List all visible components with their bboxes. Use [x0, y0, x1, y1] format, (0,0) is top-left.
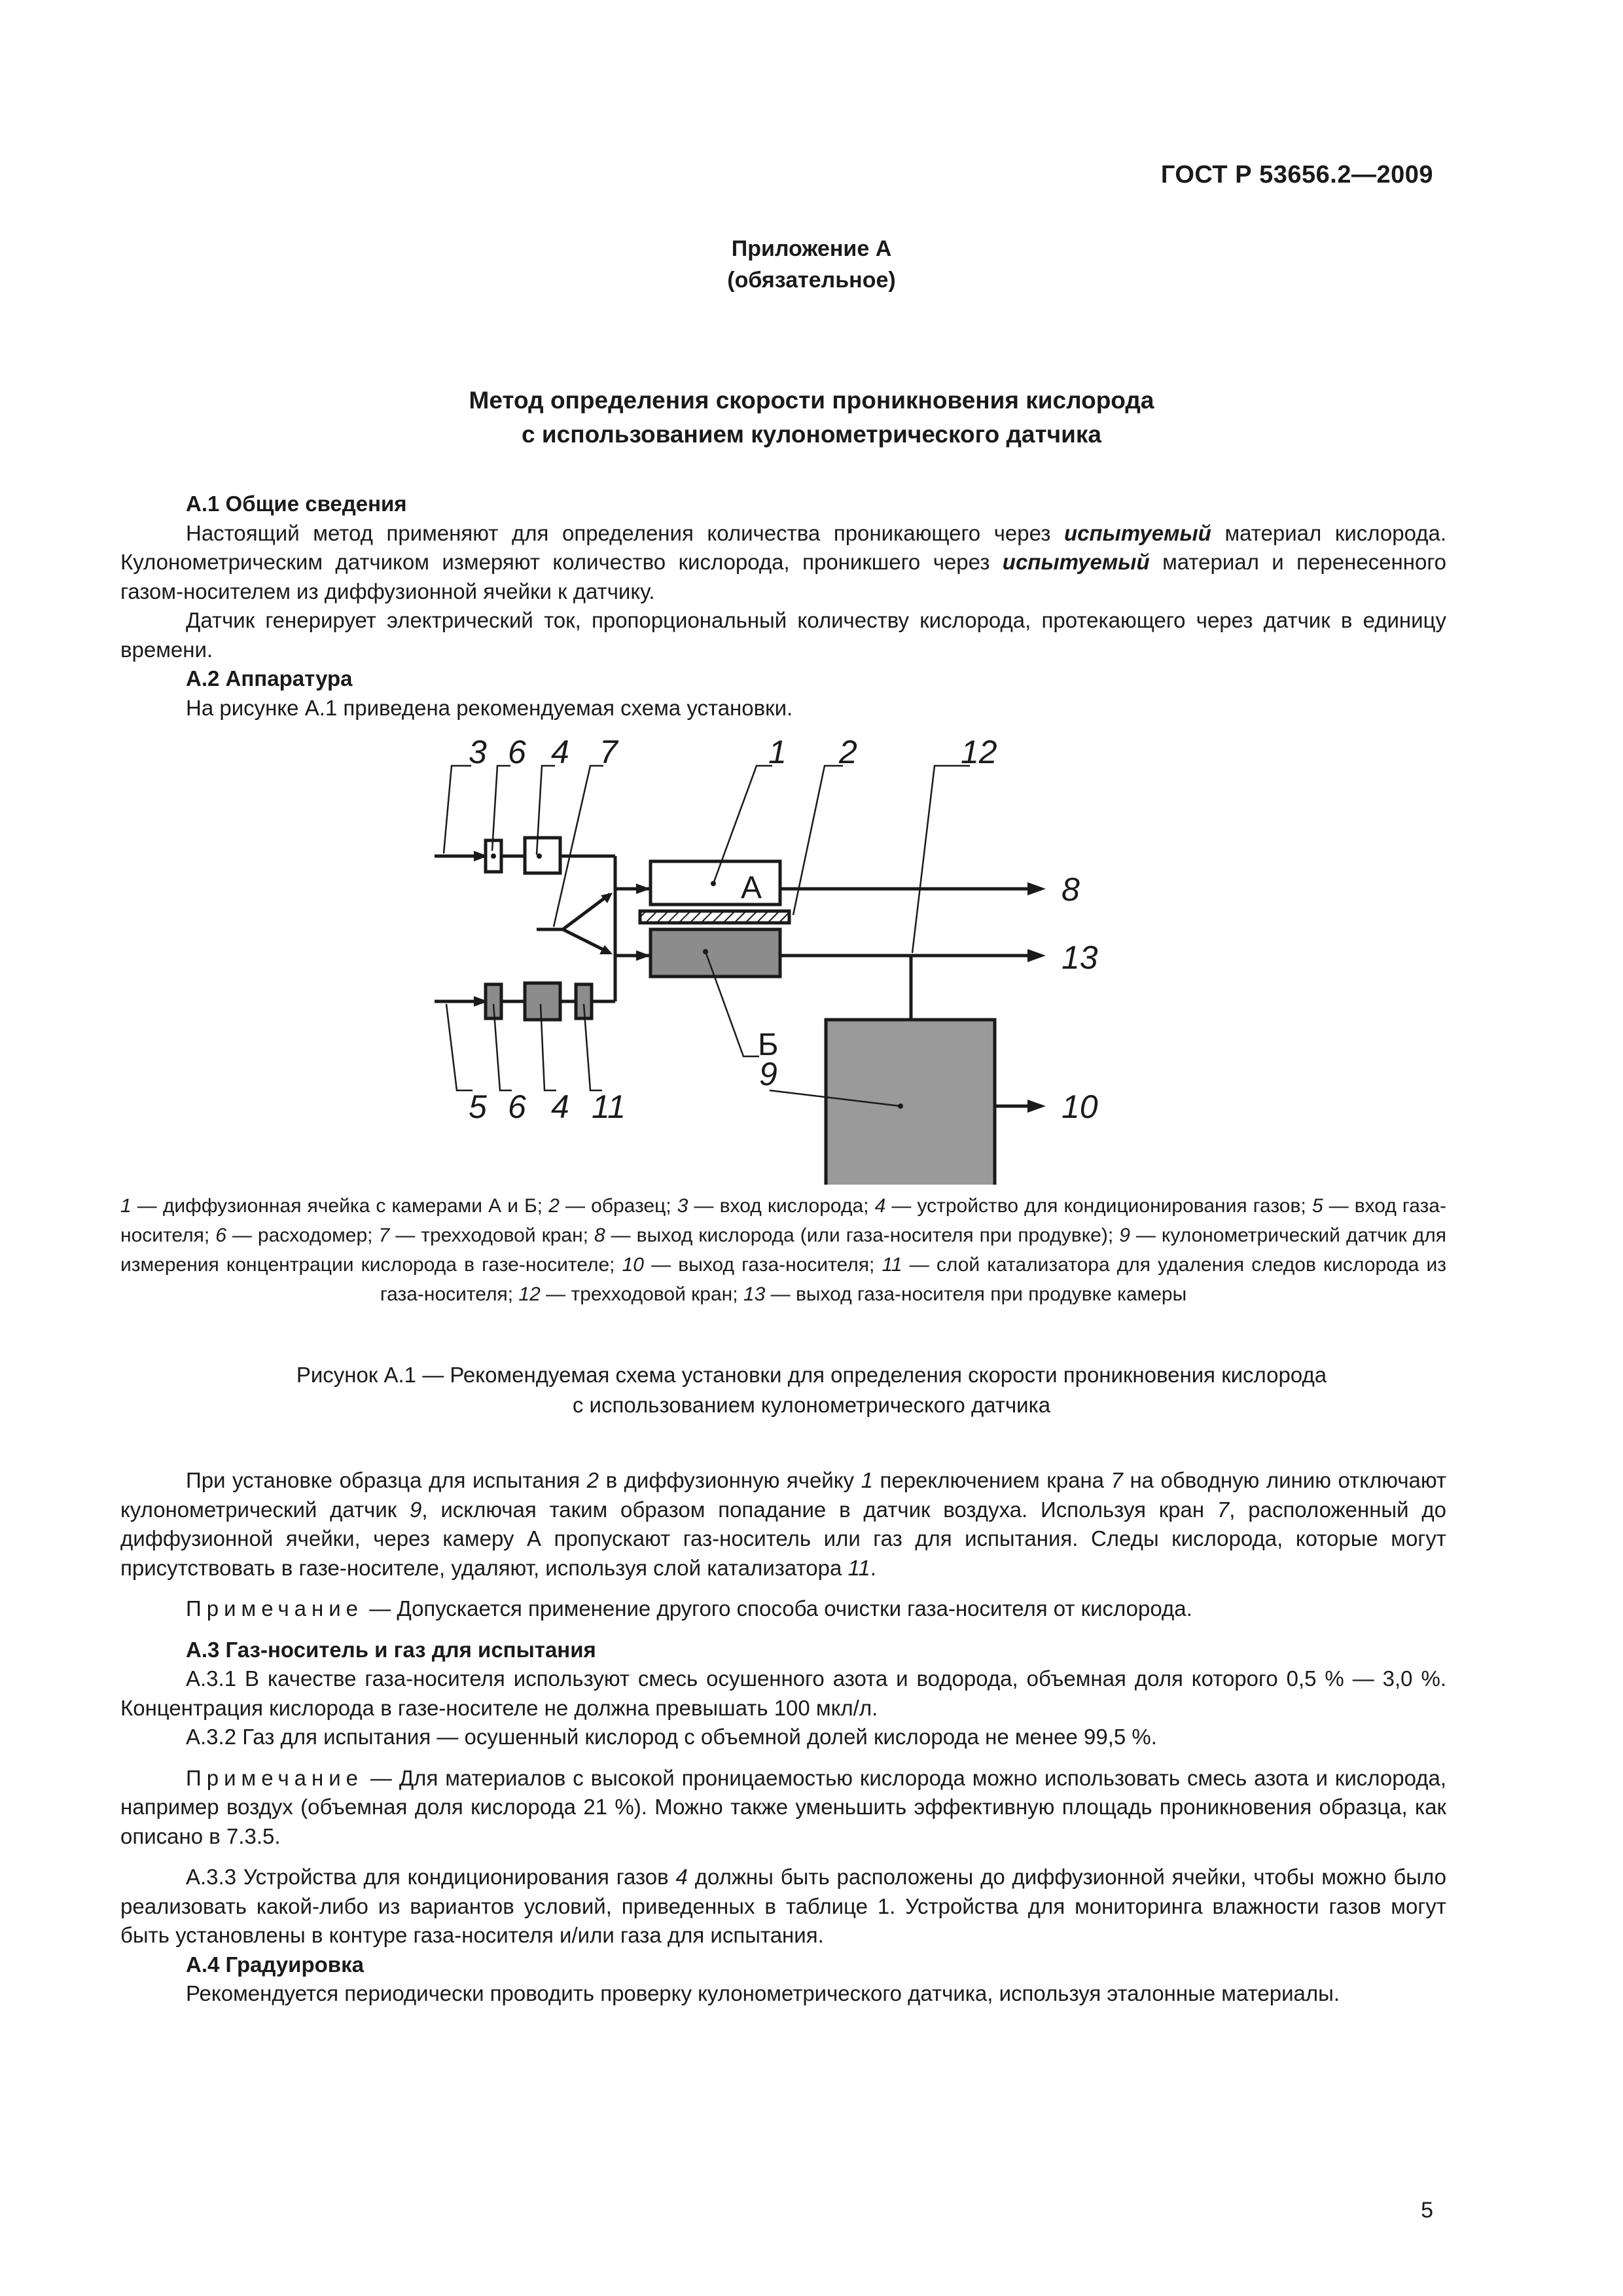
- section-a1-heading: А.1 Общие сведения: [186, 492, 407, 516]
- figure-a1-diagram: [406, 740, 1158, 1185]
- legend-item-text: — устройство для кондиционирования газов;: [885, 1195, 1312, 1217]
- section-a3-heading: А.3 Газ-носитель и газ для испытания: [186, 1637, 596, 1662]
- callout-2: 2: [839, 740, 857, 770]
- section-a2-paragraph-2: [120, 1466, 1446, 1583]
- a2-p2-text-3: переключением крана: [872, 1468, 1111, 1492]
- legend-item-text: — диффузионная ячейка с камерами А и Б;: [131, 1195, 549, 1217]
- text-block-upper: [120, 490, 1446, 723]
- callout-4-bottom: 4: [551, 1088, 569, 1125]
- leader-3: [444, 766, 471, 853]
- document-title-line1: Метод определения скорости проникновения кислорода: [469, 387, 1154, 414]
- figure-caption: [0, 1360, 1623, 1420]
- a2-p2-ref-11: 11: [847, 1555, 870, 1580]
- callout-12: 12: [961, 740, 997, 770]
- a1-p1-part1: Настоящий метод применяют для определения количества проникающего через: [186, 520, 1065, 545]
- legend-item-text: — трехходовой кран;: [389, 1225, 594, 1246]
- legend-item-number: 13: [743, 1283, 766, 1305]
- a3-p3-ref-4: 4: [675, 1865, 688, 1889]
- dot-4-top: [537, 853, 542, 859]
- arrowhead-outlet-10: [1027, 1100, 1046, 1113]
- section-a1-paragraph-1: [120, 519, 1446, 607]
- section-a4-heading: А.4 Градуировка: [186, 1952, 364, 1977]
- a1-p1-part2: материал кислорода. Кулонометрическим датчиком измеряют количество кислорода, проникшего через: [120, 520, 1446, 574]
- a2-p2-ref-1: 1: [861, 1468, 873, 1492]
- legend-item-number: 11: [882, 1254, 902, 1276]
- legend-item-number: 5: [1311, 1195, 1323, 1217]
- dot-1: [711, 881, 716, 886]
- arrowhead-outlet-8: [1027, 882, 1046, 895]
- section-a2-note: [120, 1594, 1446, 1624]
- legend-item-text: — вход кислорода;: [688, 1195, 875, 1217]
- sample-2: [640, 911, 789, 923]
- section-a3-note: [120, 1764, 1446, 1852]
- a1-p1-part3: материал и перенесенного газом-носителем из диффузионной ячейки к датчику.: [120, 550, 1446, 603]
- legend-item-text: — расходомер;: [226, 1225, 379, 1246]
- callout-labels: [469, 740, 1098, 1125]
- section-a3-paragraph-3: [120, 1863, 1446, 1950]
- figure-caption-line2: с использованием кулонометрического датчика: [572, 1393, 1051, 1417]
- a2-p2-text-2: в диффузионную ячейку: [599, 1468, 861, 1492]
- legend-item-number: 3: [677, 1195, 688, 1217]
- leader-12: [912, 766, 970, 953]
- annex-title: Приложение А: [731, 236, 892, 261]
- legend-item-number: 7: [378, 1225, 390, 1246]
- section-a3-paragraph-1: А.3.1 В качестве газа-носителя используют смесь осушенного азота и водорода, объемная доля которого 0,5 % — 3,0 %. Концентрация кислорода в газе-носителе не должна превышать 100 мкл/л.: [120, 1666, 1446, 1720]
- section-a2-paragraph-1: На рисунке А.1 приведена рекомендуемая схема установки.: [186, 695, 793, 720]
- section-a2-heading: А.2 Аппаратура: [186, 666, 353, 691]
- callout-13: 13: [1061, 939, 1098, 976]
- a2-note-text: — Допускается применение другого способа очистки газа-носителя от кислорода.: [363, 1596, 1192, 1621]
- document-title: [0, 384, 1623, 452]
- a2-p2-text-7: .: [870, 1555, 876, 1580]
- legend-item-number: 1: [120, 1195, 132, 1217]
- a2-p2-text-1: При установке образца для испытания: [186, 1468, 587, 1492]
- a3-p3-text-2: должны быть расположены до диффузионной ячейки, чтобы можно было реализовать какой-либо из вариантов условий, приведенных в таблице 1. Устройства для мониторинга влажности газов могут быть установлены в контуре газа-носителя и/или газа для испытания.: [120, 1865, 1446, 1947]
- a2-p2-text-5: , исключая таким образом попадание в датчик воздуха. Используя кран: [421, 1497, 1217, 1522]
- callout-10: 10: [1061, 1088, 1098, 1125]
- leader-6-top: [492, 766, 510, 851]
- dot-b: [703, 949, 708, 954]
- legend-item-number: 10: [622, 1254, 644, 1276]
- coulometric-sensor-9: [826, 1020, 995, 1185]
- callout-7: 7: [599, 740, 618, 770]
- section-a4-paragraph-1: Рекомендуется периодически проводить проверку кулонометрического датчика, используя эталонные материалы.: [186, 1981, 1340, 2005]
- conditioner-4-top: [525, 838, 560, 873]
- legend-item-number: 4: [874, 1195, 886, 1217]
- page-number: 5: [1421, 2198, 1433, 2223]
- leader-2: [793, 766, 843, 915]
- legend-item-text: — трехходовой кран;: [540, 1283, 743, 1305]
- figure-legend: [120, 1191, 1446, 1309]
- dot-6-top: [491, 853, 496, 859]
- legend-paragraph: [120, 1191, 1446, 1309]
- legend-item-text: — выход газа-носителя при продувке камеры: [765, 1283, 1187, 1305]
- standard-code: ГОСТ Р 53656.2—2009: [1160, 161, 1433, 188]
- a2-note-label: Примечание: [186, 1596, 364, 1621]
- legend-item-number: 9: [1119, 1225, 1130, 1246]
- callout-3: 3: [469, 740, 487, 770]
- callout-6-bottom: 6: [508, 1088, 526, 1125]
- callout-9: 9: [759, 1056, 777, 1092]
- annex-status: (обязательное): [727, 268, 896, 293]
- legend-item-text: — выход кислорода (или газа-носителя при продувке);: [605, 1225, 1120, 1246]
- section-a3-paragraph-2: А.3.2 Газ для испытания — осушенный кислород с объемной долей кислорода не менее 99,5 %.: [186, 1725, 1157, 1749]
- callout-1: 1: [768, 740, 787, 770]
- arrowhead-chamber-b: [636, 950, 651, 961]
- chamber-b-label: Б: [758, 1028, 779, 1062]
- legend-item-number: 6: [215, 1225, 226, 1246]
- section-a1-paragraph-2: Датчик генерирует электрический ток, пропорциональный количеству кислорода, протекающего через датчик в единицу времени.: [120, 608, 1446, 662]
- legend-item-number: 8: [594, 1225, 605, 1246]
- a3-p3-text-1: А.3.3 Устройства для кондиционирования газов: [186, 1865, 676, 1889]
- callout-11: 11: [592, 1088, 626, 1125]
- a2-p2-ref-7: 7: [1111, 1468, 1123, 1492]
- a2-p2-ref-9: 9: [410, 1497, 422, 1522]
- arrowhead-chamber-a: [636, 884, 651, 894]
- a3-note-label: Примечание: [186, 1765, 364, 1790]
- leader-5: [446, 1004, 473, 1090]
- callout-8: 8: [1061, 871, 1080, 908]
- legend-item-text: — вход газа-носителя;: [120, 1195, 1446, 1246]
- legend-item-text: — образец;: [559, 1195, 677, 1217]
- chamber-a-label: А: [741, 870, 762, 905]
- setup-schematic: [406, 740, 1158, 1185]
- valve-7-upper-branch: [563, 894, 610, 929]
- callout-6-top: 6: [508, 740, 526, 770]
- callout-4-top: 4: [551, 740, 569, 770]
- a2-p2-text-6: , расположенный до диффузионной ячейки, через камеру А пропускают газ-носитель или газ для испытания. Следы кислорода, которые могут присутствовать в газе-носителе, удаляют, используя слой катализатора: [120, 1497, 1446, 1580]
- chamber-b: [651, 929, 780, 977]
- legend-item-number: 2: [548, 1195, 560, 1217]
- a1-p1-emphasis-1: испытуемый: [1064, 520, 1211, 545]
- arrowhead-outlet-13: [1027, 949, 1046, 962]
- a3-note-text: — Для материалов с высокой проницаемостью кислорода можно использовать смесь азота и кислорода, например воздух (объемная доля кислорода 21 %). Можно также уменьшить эффективную площадь проникновения образца, как описано в 7.3.5.: [120, 1765, 1446, 1848]
- text-block-lower: [120, 1466, 1446, 2009]
- document-title-line2: с использованием кулонометрического датчика: [522, 421, 1101, 448]
- legend-item-number: 12: [518, 1283, 541, 1305]
- dot-9: [898, 1103, 903, 1109]
- a2-p2-ref-7b: 7: [1217, 1497, 1230, 1522]
- figure-caption-line1: Рисунок А.1 — Рекомендуемая схема установки для определения скорости проникновения кислорода: [296, 1363, 1327, 1387]
- a2-p2-ref-2: 2: [586, 1468, 599, 1492]
- callout-5: 5: [469, 1088, 487, 1125]
- a2-p2-text-4: на обводную линию отключают кулонометрический датчик: [120, 1468, 1446, 1522]
- a1-p1-emphasis-2: испытуемый: [1002, 550, 1150, 574]
- annex-heading: [0, 233, 1623, 296]
- conditioner-4-bottom: [525, 983, 560, 1020]
- legend-item-text: — кулонометрический датчик для измерения концентрации кислорода в газе-носителе;: [120, 1225, 1446, 1276]
- legend-item-text: — выход газа-носителя;: [644, 1254, 882, 1276]
- legend-item-text: — слой катализатора для удаления следов кислорода из газа-носителя;: [380, 1254, 1446, 1305]
